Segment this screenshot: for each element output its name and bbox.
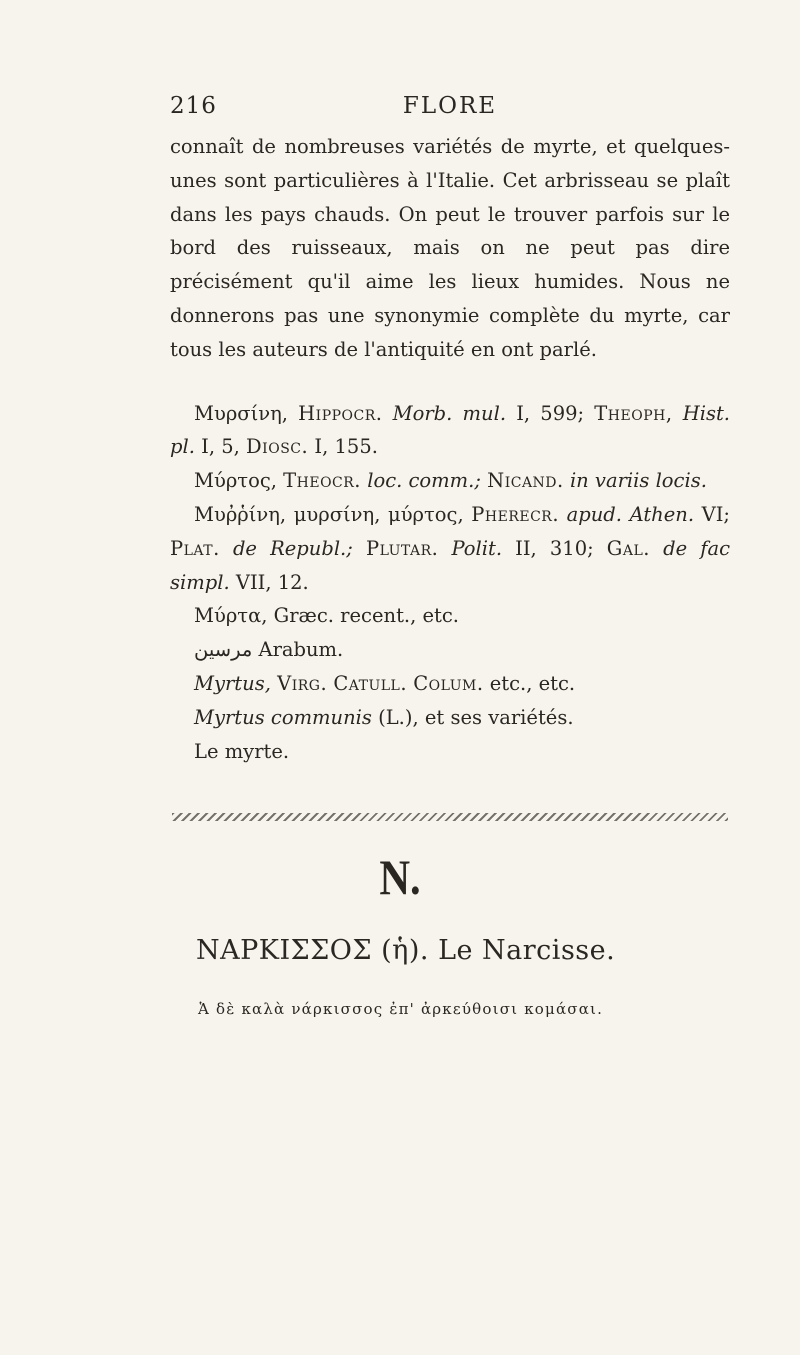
reference: VII, 12. (235, 570, 309, 594)
reference: etc., etc. (489, 671, 576, 695)
author: Nicand. (487, 469, 564, 493)
synonym-entry (170, 498, 730, 599)
reference: (L.), et ses variétés. (378, 705, 574, 729)
work-title: Morb. mul. (392, 401, 507, 425)
entry-heading (196, 935, 615, 966)
reference: I, 5, (201, 435, 240, 459)
work-title: Polit. (451, 536, 503, 560)
reference: VI; (701, 502, 730, 526)
work-title: Hist. pl. (170, 401, 731, 459)
greek-quotation: Ἁ δὲ καλὰ νάρκισσος ἐπ' ἀρκεύθοισι κομάσαι. (198, 1000, 604, 1018)
author: Catull. (333, 671, 408, 695)
running-title: FLORE (402, 93, 498, 119)
work-title: de Republ.; (232, 536, 353, 560)
latin-name: Myrtus communis (194, 705, 372, 729)
author: Plutar. (365, 536, 439, 560)
synonymy-list (170, 397, 730, 769)
author: Diosc. (246, 435, 309, 459)
reference: Arabum. (258, 638, 344, 662)
body-paragraph: connaît de nombreuses variétés de myrte, et quelques-unes sont particulières à l'Italie. Cet arbrisseau se plaît dans les pays chauds. On peut le trouver parfois sur le bord des ruisseaux, mais on ne peut pas dire précisément qu'il aime les lieux humides. Nous ne donnerons pas une synonymie complète du myrte, car tous les auteurs de l'antiquité en ont parlé. (170, 135, 730, 361)
reference: I, 599; (516, 401, 585, 425)
synonym-entry (170, 599, 730, 633)
french-name: Le myrte. (194, 739, 290, 763)
synonym-entry (170, 633, 730, 667)
greek-name: Μυῤῥίνη, μυρσίνη, μύρτος, (194, 502, 472, 526)
section-letter: N. (379, 849, 421, 905)
reference: I, 155. (314, 435, 378, 459)
author: Virg. (277, 671, 328, 695)
main-text (170, 130, 730, 768)
synonym-entry (170, 464, 730, 498)
work-title: apud. Athen. (566, 502, 695, 526)
author: Theocr. (283, 469, 362, 493)
author: Pherecr. (471, 502, 560, 526)
greek-name: Μύρτα, (194, 604, 274, 628)
page-header (170, 93, 730, 123)
work-title: de fac simpl. (170, 536, 731, 594)
greek-name: Μυρσίνη, (194, 401, 299, 425)
work-title: loc. comm.; (367, 469, 481, 493)
arabic-name: مرسين (194, 638, 253, 662)
author: Gal. (606, 536, 650, 560)
synonym-entry (170, 397, 730, 465)
ornamental-divider (172, 813, 728, 821)
author: Colum. (413, 671, 484, 695)
author: Theoph, (594, 401, 673, 425)
synonym-entry (170, 701, 730, 735)
page-number: 216 (170, 93, 217, 119)
greek-name: Μύρτος, (194, 469, 284, 493)
latin-name: Myrtus, (194, 671, 271, 695)
french-entry-name: Le Narcisse. (438, 935, 616, 966)
synonym-entry (170, 735, 730, 769)
reference: II, 310; (515, 536, 594, 560)
greek-article: (ἡ). (381, 935, 429, 966)
synonym-entry (170, 667, 730, 701)
reference: Græc. recent., etc. (273, 604, 459, 628)
greek-entry-name: ΝΑΡΚΙΣΣΟΣ (196, 935, 373, 966)
author: Hippocr. (298, 401, 383, 425)
author: Plat. (170, 536, 220, 560)
work-title: in variis locis. (569, 469, 707, 493)
